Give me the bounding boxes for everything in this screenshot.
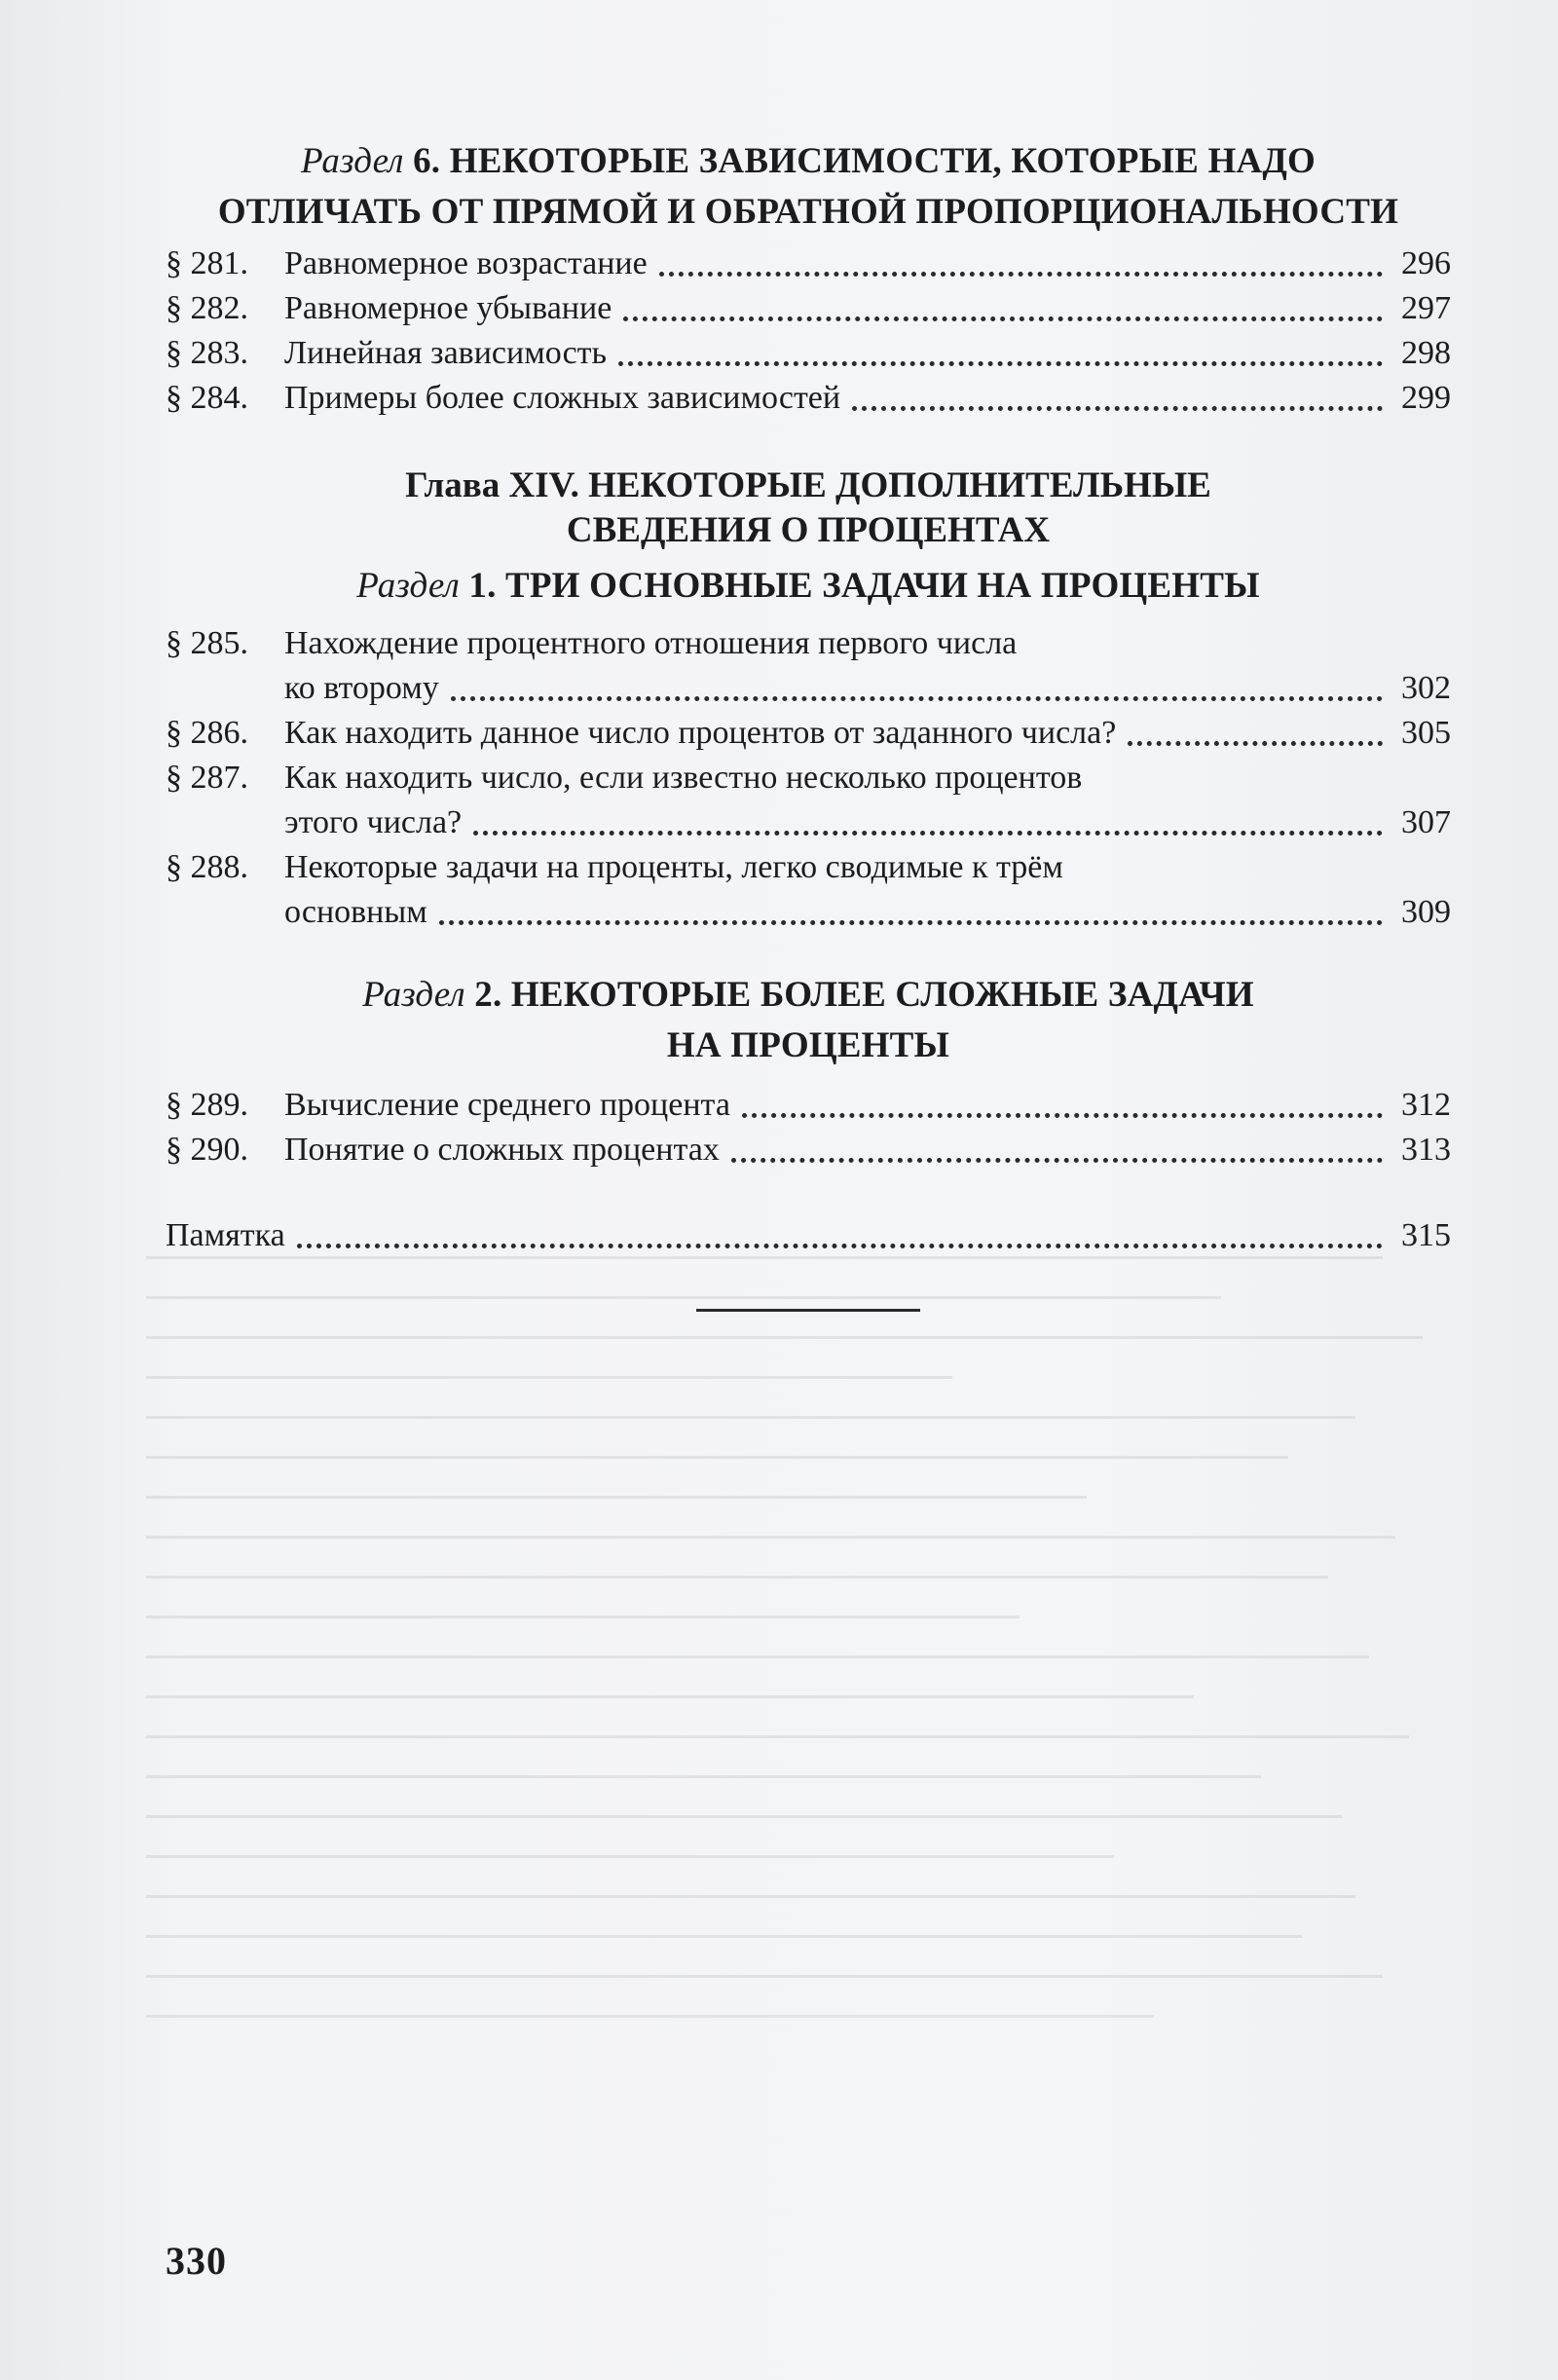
section-1-heading: Раздел 1. ТРИ ОСНОВНЫЕ ЗАДАЧИ НА ПРОЦЕНТЫ <box>356 566 1260 606</box>
leader-dots <box>742 1112 1383 1118</box>
leader-dots <box>852 405 1383 411</box>
toc-entry-286[interactable]: § 286. Как находить данное число процентов от заданного числа? 305 <box>166 715 1451 751</box>
toc-entry-284[interactable]: § 284. Примеры более сложных зависимостей 299 <box>166 380 1451 416</box>
toc-entry-288[interactable]: § 288. Некоторые задачи на проценты, легко сводимые к трём основным 309 <box>166 849 1451 930</box>
toc-entry-290[interactable]: § 290. Понятие о сложных процентах 313 <box>166 1132 1451 1168</box>
table-of-contents <box>166 136 1451 1312</box>
page-number: 330 <box>166 2239 227 2283</box>
leader-dots <box>623 316 1383 321</box>
leader-dots <box>473 830 1383 836</box>
toc-entry-memo[interactable]: Памятка 315 <box>166 1217 1451 1253</box>
leader-dots <box>439 919 1383 925</box>
bleed-through-text <box>146 1256 1490 2191</box>
chapter-14-heading-line2: СВЕДЕНИЯ О ПРОЦЕНТАХ <box>566 510 1051 550</box>
leader-dots <box>731 1157 1383 1163</box>
chapter-14-heading: Глава XIV. НЕКОТОРЫЕ ДОПОЛНИТЕЛЬНЫЕ <box>405 465 1211 505</box>
toc-entry-282[interactable]: § 282. Равномерное убывание 297 <box>166 290 1451 326</box>
toc-entry-287[interactable]: § 287. Как находить число, если известно несколько процентов этого числа? 307 <box>166 760 1451 840</box>
leader-dots <box>618 360 1383 366</box>
section-2-heading-line2: НА ПРОЦЕНТЫ <box>666 1025 950 1065</box>
section-6-heading-line2: ОТЛИЧАТЬ ОТ ПРЯМОЙ И ОБРАТНОЙ ПРОПОРЦИОНАЛЬНОСТИ <box>217 192 1399 232</box>
closing-rule <box>696 1309 920 1312</box>
toc-entry-285[interactable]: § 285. Нахождение процентного отношения первого числа ко второму 302 <box>166 625 1451 706</box>
section-2-heading: Раздел 2. НЕКОТОРЫЕ БОЛЕЕ СЛОЖНЫЕ ЗАДАЧИ <box>362 975 1254 1015</box>
section-6-heading: Раздел 6. НЕКОТОРЫЕ ЗАВИСИМОСТИ, КОТОРЫЕ НАДО <box>301 141 1316 181</box>
leader-dots <box>297 1243 1383 1248</box>
leader-dots <box>451 695 1383 701</box>
toc-entry-281[interactable]: § 281. Равномерное возрастание 296 <box>166 245 1451 281</box>
toc-entry-283[interactable]: § 283. Линейная зависимость 298 <box>166 335 1451 371</box>
leader-dots <box>1128 740 1383 746</box>
leader-dots <box>659 271 1383 277</box>
toc-entry-289[interactable]: § 289. Вычисление среднего процента 312 <box>166 1087 1451 1123</box>
